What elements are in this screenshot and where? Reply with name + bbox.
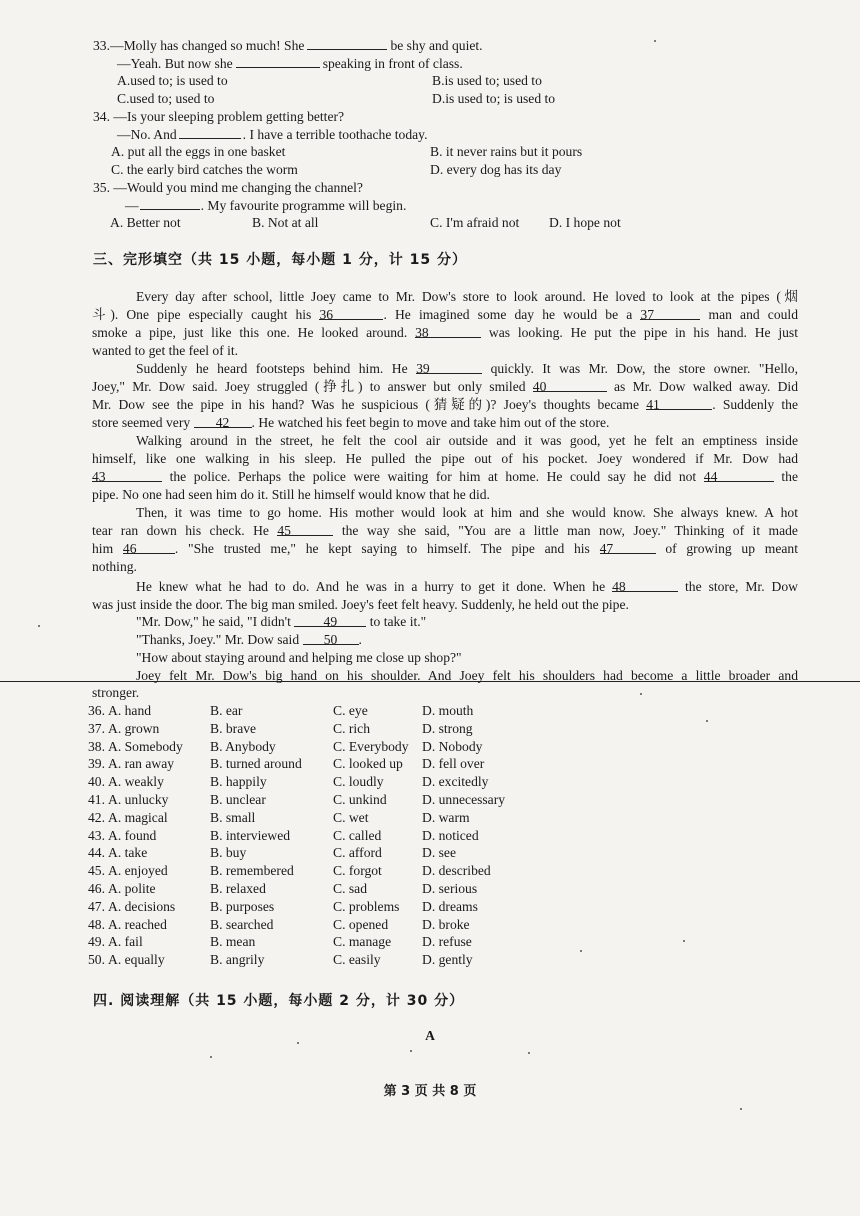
- p3-line2: himself, like one walking in his sleep. He pulled the pipe out of his pocket. Joey wondered if Mr. Dow had: [92, 451, 798, 466]
- p2-line2: Joey," Mr. Dow said. Joey struggled (挣扎) to answer but only smiled 40 as Mr. Dow walked away. Did: [92, 379, 798, 394]
- q34-reply: —No. And . I have a terrible toothache today.: [117, 127, 428, 142]
- blank-50: 50: [303, 631, 359, 645]
- scan-speck: [640, 693, 642, 695]
- p5-line3: "Mr. Dow," he said, "I didn't 49 to take it.": [136, 614, 427, 629]
- scan-speck: [580, 950, 582, 952]
- p2-line4: store seemed very 42 . He watched his feet begin to move and take him out of the store.: [92, 415, 610, 430]
- q35-option-c: C. I'm afraid not: [430, 215, 520, 230]
- p5-line2: was just inside the door. The big man smiled. Joey's feet felt heavy. Suddenly, he held out the pipe.: [92, 597, 629, 612]
- q33-option-b: B.is used to; used to: [432, 73, 542, 88]
- scan-speck: [654, 40, 656, 42]
- scan-speck: [740, 1108, 742, 1110]
- q34-option-d: D. every dog has its day: [430, 162, 562, 177]
- p4-line4: nothing.: [92, 559, 137, 574]
- p2-line1: Suddenly he heard footsteps behind him. He 39 quickly. It was Mr. Dow, the store owner. "Hello,: [136, 361, 798, 376]
- section4-heading: 四. 阅读理解（共 15 小题，每小题 2 分，计 30 分）: [93, 993, 465, 1009]
- p4-line1: Then, it was time to go home. His mother would look at him and she would know. She always knew. A hot: [136, 505, 798, 520]
- p5-line7: stronger.: [92, 685, 140, 700]
- p1-line1: Every day after school, little Joey came to Mr. Dow's store to look around. He loved to look at the pipes (烟: [136, 289, 798, 304]
- scan-speck: [706, 720, 708, 722]
- q35-reply: — . My favourite programme will begin.: [125, 198, 407, 213]
- page-number: 第 3 页 共 8 页: [383, 1084, 477, 1099]
- blank-40: 40: [533, 378, 607, 392]
- blank-44: 44: [704, 468, 774, 482]
- p5-line5: "How about staying around and helping me close up shop?": [136, 650, 462, 665]
- scan-speck: [528, 1052, 530, 1054]
- p5-line4: "Thanks, Joey." Mr. Dow said 50 .: [136, 632, 362, 647]
- scan-speck: [297, 1042, 299, 1044]
- q34-option-c: C. the early bird catches the worm: [111, 162, 298, 177]
- p2-line3: Mr. Dow see the pipe in his hand? Was he suspicious (猜疑的)? Joey's thoughts became 41 . Suddenly the: [92, 397, 798, 412]
- blank-41: 41: [646, 396, 712, 410]
- p3-line3: 43 the police. Perhaps the police were waiting for him at home. He could say he did not 44 the: [92, 469, 798, 484]
- q34-option-b: B. it never rains but it pours: [430, 144, 583, 159]
- q35-option-b: B. Not at all: [252, 215, 319, 230]
- q33-reply: —Yeah. But now she speaking in front of class.: [117, 56, 463, 71]
- q33-stem: 33.—Molly has changed so much! She be shy and quiet.: [93, 38, 483, 53]
- p1-line4: wanted to get the feel of it.: [92, 343, 239, 358]
- p3-line1: Walking around in the street, he felt the cool air outside and it was good, yet he felt an emptiness inside: [136, 433, 798, 448]
- scan-line: [0, 681, 860, 682]
- q33-option-a: A.used to; is used to: [117, 73, 228, 88]
- scan-speck: [410, 1050, 412, 1052]
- p3-line4: pipe. No one had seen him do it. Still he himself would know that he did.: [92, 487, 490, 502]
- blank-49: 49: [294, 613, 366, 627]
- p5-line6: Joey felt Mr. Dow's big hand on his shoulder. And Joey felt his shoulders had become a little broader and: [136, 668, 798, 683]
- p4-line2: tear ran down his check. He 45 the way she said, "You are a little man now, Joey." Thinking of it made: [92, 523, 798, 538]
- blank-46: 46: [123, 540, 175, 554]
- p1-line3: smoke a pipe, just like this one. He looked around. 38 was looking. He put the pipe in his hand. He just: [92, 325, 798, 340]
- blank-38: 38: [415, 324, 481, 338]
- exam-page: 33.—Molly has changed so much! She be shy and quiet. —Yeah. But now she speaking in front of class. A.used to; is used to B.is used to; used to C.used to; used to D.is used to; is used to 34. —Is your sleeping problem getting better? —No. And . I have a terrible toothache today. A. put all the eggs in one basket B. it never rains but it pours C. the early bird catches the worm D. every dog has its day 35. —Would you mind me changing the channel? — . My favourite programme will begin. A. Better not B. Not at all C. I'm afraid not D. I hope not 三、完形填空（共 15 小题，每小题 1 分，计 15 分） Every day after school, little Joey came to Mr. Dow's store to look around. He loved to look at the pipes (烟 斗). One pipe especially caught his 36 . He imagined some day he would be a 37 man and could smoke a pipe, just like this one. He looked around. 38 was looking. He put the pipe in his hand. He just wanted to get the feel of it. Suddenly he heard footsteps behind him. He 39 quickly. It was Mr. Dow, the store owner. "Hello, Joey," Mr. Dow said. Joey struggled (挣扎) to answer but only smiled 40 as Mr. Dow walked away. Did Mr. Dow see the pipe in his hand? Was he suspicious (猜疑的)? Joey's thoughts became 41 . Suddenly the store seemed very 42 . He watched his feet begin to move and take him out of the store. Walking around in the street, he felt the cool air outside and it was good, yet he felt an emptiness inside himself, like one walking in his sleep. He pulled the pipe out of his pocket. Joey wondered if Mr. Dow had 43 the police. Perhaps the police were waiting for him at home. He could say he did not 44 the pipe. No one had seen him do it. Still he himself would know that he did. Then, it was time to go home. His mother would look at him and she would know. She always knew. A hot tear ran down his check. He 45 the way she said, "You are a little man now, Joey." Thinking of it made him 46 . "She trusted me," he kept saying to himself. The pipe and his 47 of growing up meant nothing. He knew what he had to do. And he was in a hurry to get it done. When he 48 the store, Mr. Dow was just inside the door. The big man smiled. Joey's feet felt heavy. Suddenly, he held out the pipe. "Mr. Dow," he said, "I didn't 49 to take it." "Thanks, Joey." Mr. Dow said 50 . "How about staying around and helping me close up shop?" Joey felt Mr. Dow's big hand on his shoulder. And Joey felt his shoulders had become a little broader and stronger. 36. A. hand B. ear C. eye D. mouth 37. A. grown B. brave C. rich D. strong 38. A. Somebody B. Anybody C. Everybody D. Nobody 39. A. ran away B. turned around C. looked up D. fell over 40. A. weakly B. happily C. loudly D. excitedly 41. A. unlucky B. unclear C. unkind D. unnecessary 42. A. magical B. small C. wet D. warm 43. A. found B. interviewed C. called D. noticed 44. A. take B. buy C. afford D. see 45. A. enjoyed B. remembered C. forgot D. described 46. A. polite B. relaxed C. sad D. serious 47. A. decisions B. purposes C. problems D. dreams 48. A. reached B. searched C. opened D. broke 49. A. fail B. mean C. manage D. refuse 50. A. equally B. angrily C. easily D. gently 四. 阅读理解（共 15 小题，每小题 2 分，计 30 分） A 第 3 页 共 8 页: [0, 0, 860, 1216]
- blank-39: 39: [416, 360, 482, 374]
- p4-line3: him 46 . "She trusted me," he kept saying to himself. The pipe and his 47 of growing up meant: [92, 541, 798, 556]
- blank-45: 45: [277, 522, 333, 536]
- blank-37: 37: [640, 306, 700, 320]
- blank-48: 48: [612, 578, 678, 592]
- scan-speck: [210, 1056, 212, 1058]
- q33-option-d: D.is used to; is used to: [432, 91, 556, 106]
- q35-option-a: A. Better not: [110, 215, 181, 230]
- q33-blank-2: [236, 54, 320, 68]
- p1-line2: 斗). One pipe especially caught his 36 . He imagined some day he would be a 37 man and could: [92, 307, 798, 322]
- q34-option-a: A. put all the eggs in one basket: [111, 144, 286, 159]
- blank-36: 36: [319, 306, 383, 320]
- q33-blank-1: [307, 36, 387, 50]
- q34-stem: 34. —Is your sleeping problem getting better?: [93, 109, 345, 124]
- blank-43: 43: [92, 468, 162, 482]
- scan-speck: [683, 940, 685, 942]
- blank-47: 47: [600, 540, 656, 554]
- q33-option-c: C.used to; used to: [117, 91, 215, 106]
- q35-stem: 35. —Would you mind me changing the channel?: [93, 180, 363, 195]
- passage-a-label: A: [425, 1028, 435, 1043]
- q35-blank: [140, 196, 200, 210]
- scan-speck: [38, 625, 40, 627]
- blank-42: 42: [194, 414, 252, 428]
- section3-heading: 三、完形填空（共 15 小题，每小题 1 分，计 15 分）: [93, 252, 467, 268]
- q34-blank: [179, 125, 241, 139]
- p5-line1: He knew what he had to do. And he was in a hurry to get it done. When he 48 the store, Mr. Dow: [136, 579, 798, 594]
- q35-option-d: D. I hope not: [549, 215, 621, 230]
